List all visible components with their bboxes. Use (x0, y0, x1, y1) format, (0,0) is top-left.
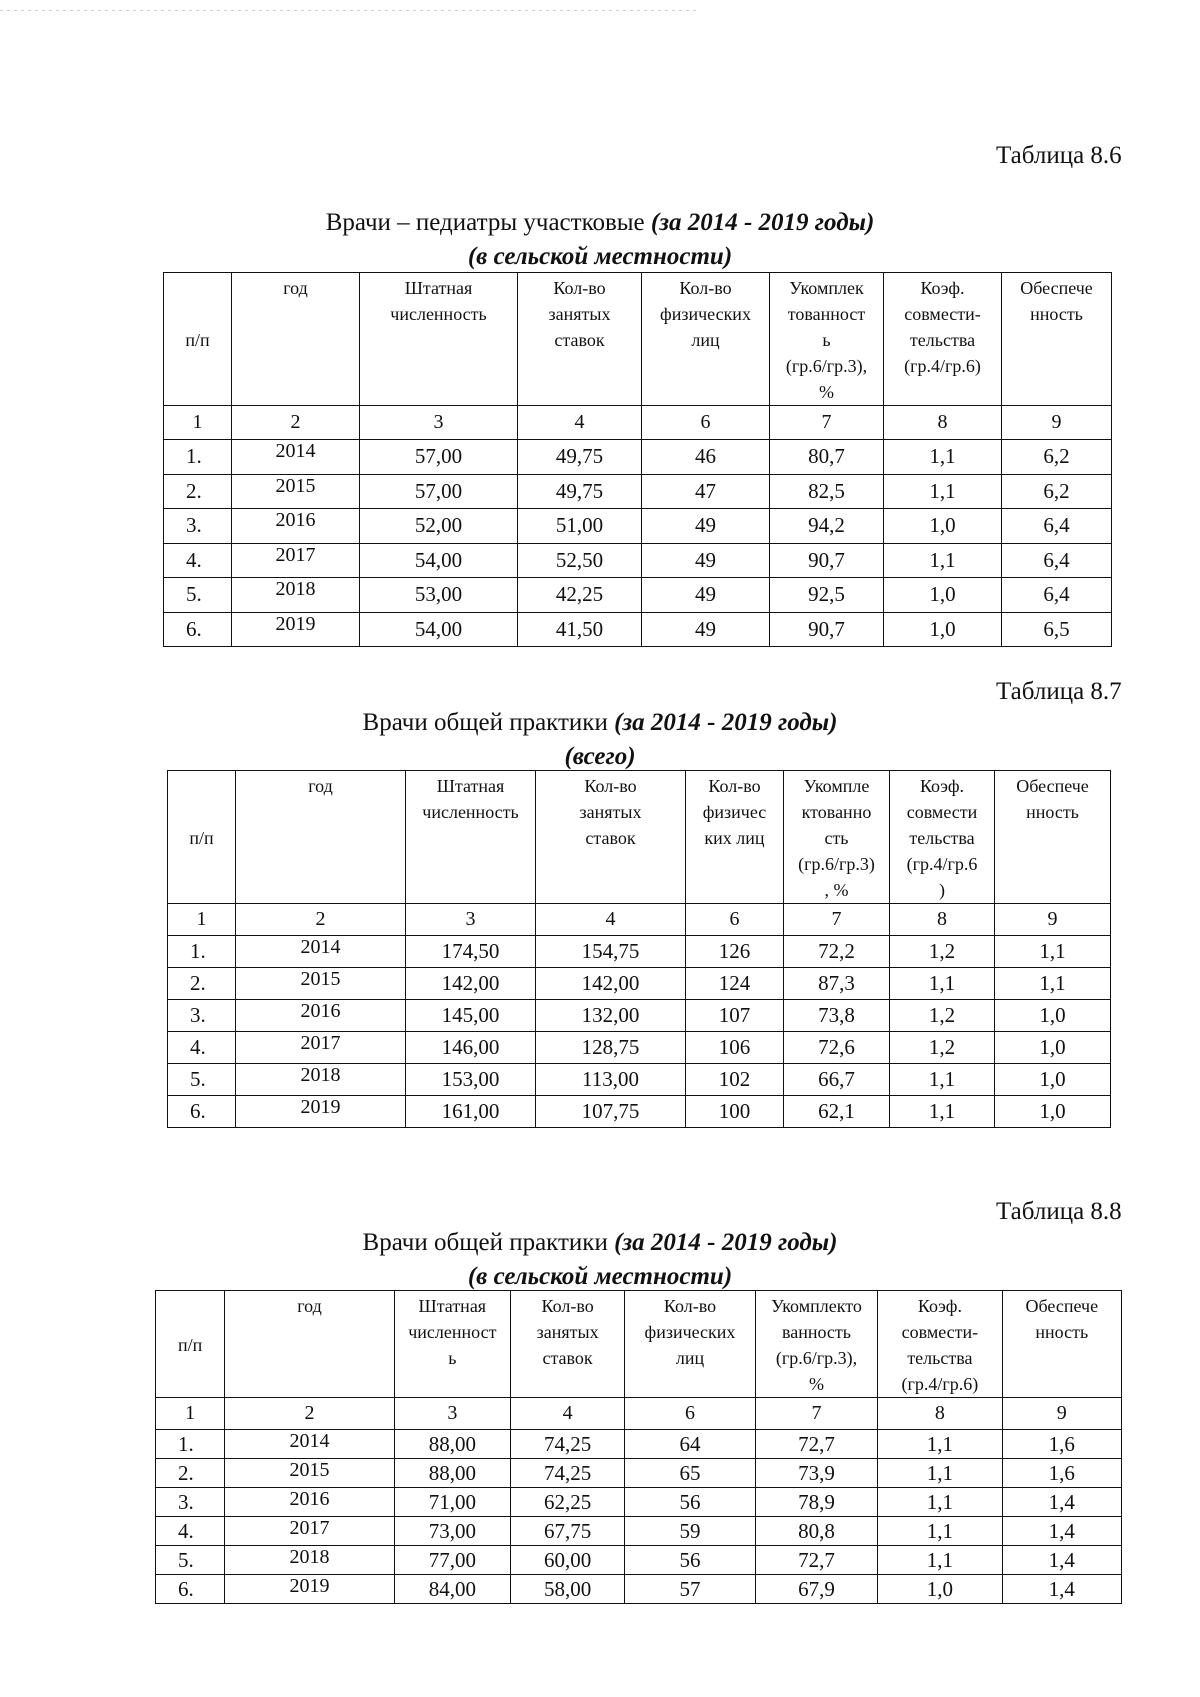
table-cell: 1,0 (995, 1096, 1111, 1128)
column-header: Кол-во физичес ких лиц (686, 771, 784, 904)
table-cell: 6. (164, 612, 232, 647)
table-cell: 72,2 (784, 936, 890, 968)
table-cell: 1,1 (878, 1430, 1002, 1459)
column-header: Укомплек тованност ь (гр.6/гр.3), % (770, 273, 884, 406)
table-cell: 2015 (232, 474, 360, 509)
table-row (164, 578, 1112, 613)
table-cell: 1,0 (878, 1575, 1002, 1604)
table-cell: 73,00 (394, 1517, 510, 1546)
table-cell: 6,4 (1002, 509, 1112, 544)
table-cell: 41,50 (518, 612, 642, 647)
table-cell: 1,0 (884, 612, 1002, 647)
column-number: 1 (156, 1398, 225, 1430)
table-cell: 49,75 (518, 474, 642, 509)
table-cell: 2016 (232, 509, 360, 544)
table-title-text: Врачи общей практики (362, 1229, 608, 1256)
table-cell: 2016 (225, 1488, 394, 1517)
table-cell: 1. (168, 936, 236, 968)
table-8-7-label: Таблица 8.7 (996, 678, 1122, 705)
column-header: Кол-во занятых ставок (510, 1291, 624, 1398)
table-row (168, 1032, 1111, 1064)
table-cell: 6,4 (1002, 543, 1112, 578)
table-cell: 74,25 (510, 1430, 624, 1459)
column-number: 4 (518, 406, 642, 440)
column-number: 2 (232, 406, 360, 440)
table-8-8-label: Таблица 8.8 (996, 1198, 1122, 1225)
column-header: Кол-во занятых ставок (536, 771, 686, 904)
table-cell: 54,00 (360, 612, 518, 647)
table-cell: 1,1 (878, 1546, 1002, 1575)
table-cell: 102 (686, 1064, 784, 1096)
table-title-text: Врачи – педиатры участковые (325, 209, 645, 236)
table-cell: 2018 (236, 1064, 406, 1096)
column-header: Коэф. совмести- тельства (гр.4/гр.6) (884, 273, 1002, 406)
table-cell: 2. (164, 474, 232, 509)
table-cell: 65 (625, 1459, 756, 1488)
table-cell: 94,2 (770, 509, 884, 544)
table-cell: 74,25 (510, 1459, 624, 1488)
table-cell: 3. (168, 1000, 236, 1032)
column-number-row (164, 406, 1112, 440)
table-cell: 56 (625, 1488, 756, 1517)
column-number-row (156, 1398, 1122, 1430)
table-cell: 1,1 (995, 968, 1111, 1000)
table-8-7-title (0, 708, 1200, 738)
table-cell: 66,7 (784, 1064, 890, 1096)
table-cell: 1,0 (995, 1064, 1111, 1096)
table-cell: 153,00 (406, 1064, 536, 1096)
table-cell: 1,1 (878, 1459, 1002, 1488)
table-cell: 174,50 (406, 936, 536, 968)
table-cell: 90,7 (770, 612, 884, 647)
table-cell: 2014 (225, 1430, 394, 1459)
table-cell: 59 (625, 1517, 756, 1546)
scan-top-edge (0, 10, 700, 11)
table-cell: 64 (625, 1430, 756, 1459)
table-row (156, 1488, 1122, 1517)
table-cell: 1,1 (884, 474, 1002, 509)
table-cell: 1,4 (1002, 1488, 1121, 1517)
column-header: Штатная численност ь (394, 1291, 510, 1398)
table-cell: 6,2 (1002, 440, 1112, 475)
header-row (168, 771, 1111, 904)
table-cell: 3. (156, 1488, 225, 1517)
table-cell: 5. (168, 1064, 236, 1096)
table-cell: 1. (164, 440, 232, 475)
table-cell: 2. (168, 968, 236, 1000)
column-number: 3 (406, 904, 536, 936)
table-cell: 2015 (236, 968, 406, 1000)
table-cell: 106 (686, 1032, 784, 1064)
table-cell: 128,75 (536, 1032, 686, 1064)
table-cell: 1,0 (884, 578, 1002, 613)
table-cell: 2018 (232, 578, 360, 613)
table-cell: 57 (625, 1575, 756, 1604)
column-header: Коэф. совмести- тельства (гр.4/гр.6) (878, 1291, 1002, 1398)
table-cell: 2017 (225, 1517, 394, 1546)
table-row (156, 1430, 1122, 1459)
table-row (168, 1000, 1111, 1032)
table-cell: 1,1 (890, 1064, 995, 1096)
column-header: Укомплекто ванность (гр.6/гр.3), % (755, 1291, 877, 1398)
table-cell: 1,1 (884, 440, 1002, 475)
table-cell: 2015 (225, 1459, 394, 1488)
table-row (156, 1517, 1122, 1546)
table-row (156, 1575, 1122, 1604)
column-header: Штатная численность (360, 273, 518, 406)
table-cell: 49 (642, 612, 770, 647)
table-cell: 2019 (236, 1096, 406, 1128)
table-cell: 49 (642, 543, 770, 578)
column-number: 2 (225, 1398, 394, 1430)
table-cell: 5. (164, 578, 232, 613)
table-cell: 62,1 (784, 1096, 890, 1128)
table-row (164, 612, 1112, 647)
table-cell: 2016 (236, 1000, 406, 1032)
table-cell: 72,7 (755, 1430, 877, 1459)
table-cell: 54,00 (360, 543, 518, 578)
table-cell: 2017 (236, 1032, 406, 1064)
column-number: 8 (890, 904, 995, 936)
table-8-7-subtitle: (всего) (564, 743, 636, 770)
table-title-period: (за 2014 - 2019 годы) (650, 209, 875, 236)
header-row (156, 1291, 1122, 1398)
column-number: 7 (755, 1398, 877, 1430)
table-cell: 2019 (225, 1575, 394, 1604)
column-header: год (232, 273, 360, 406)
table-cell: 51,00 (518, 509, 642, 544)
table-cell: 1. (156, 1430, 225, 1459)
column-header: Кол-во физических лиц (642, 273, 770, 406)
table-cell: 142,00 (406, 968, 536, 1000)
table-cell: 52,50 (518, 543, 642, 578)
column-header: Укомпле ктованно сть (гр.6/гр.3) , % (784, 771, 890, 904)
column-header: п/п (156, 1291, 225, 1398)
table-row (168, 936, 1111, 968)
table-cell: 161,00 (406, 1096, 536, 1128)
table-cell: 1,0 (995, 1000, 1111, 1032)
table-cell: 145,00 (406, 1000, 536, 1032)
table-cell: 1,1 (890, 1096, 995, 1128)
column-header: п/п (168, 771, 236, 904)
table-cell: 1,2 (890, 1000, 995, 1032)
table-row (156, 1459, 1122, 1488)
table-cell: 71,00 (394, 1488, 510, 1517)
column-number: 6 (642, 406, 770, 440)
table-cell: 124 (686, 968, 784, 1000)
table-cell: 1,4 (1002, 1517, 1121, 1546)
table-cell: 80,8 (755, 1517, 877, 1546)
table-cell: 84,00 (394, 1575, 510, 1604)
table-cell: 6,2 (1002, 474, 1112, 509)
table-row (168, 968, 1111, 1000)
table-cell: 4. (168, 1032, 236, 1064)
column-number: 9 (1002, 406, 1112, 440)
table-cell: 1,6 (1002, 1459, 1121, 1488)
table-cell: 49,75 (518, 440, 642, 475)
table-cell: 2014 (236, 936, 406, 968)
column-number: 1 (168, 904, 236, 936)
table-cell: 142,00 (536, 968, 686, 1000)
table-cell: 6,4 (1002, 578, 1112, 613)
table-cell: 57,00 (360, 440, 518, 475)
table-row (164, 509, 1112, 544)
table-cell: 107,75 (536, 1096, 686, 1128)
table-cell: 146,00 (406, 1032, 536, 1064)
table-8-8-title (0, 1228, 1200, 1258)
column-header: Штатная численность (406, 771, 536, 904)
table-cell: 126 (686, 936, 784, 968)
column-header: Обеспече нность (1002, 1291, 1121, 1398)
table-cell: 2014 (232, 440, 360, 475)
table-cell: 1,1 (884, 543, 1002, 578)
table-cell: 1,0 (995, 1032, 1111, 1064)
table-cell: 67,75 (510, 1517, 624, 1546)
table-cell: 107 (686, 1000, 784, 1032)
table-cell: 1,1 (890, 968, 995, 1000)
column-number: 9 (1002, 1398, 1121, 1430)
column-number: 6 (625, 1398, 756, 1430)
table-cell: 77,00 (394, 1546, 510, 1575)
table-cell: 2. (156, 1459, 225, 1488)
table-cell: 3. (164, 509, 232, 544)
column-number: 7 (784, 904, 890, 936)
table-cell: 67,9 (755, 1575, 877, 1604)
column-header: п/п (164, 273, 232, 406)
table-cell: 49 (642, 578, 770, 613)
table-8-7 (167, 770, 1111, 1128)
table-title-period: (за 2014 - 2019 годы) (614, 709, 838, 736)
table-cell: 87,3 (784, 968, 890, 1000)
column-number-row (168, 904, 1111, 936)
column-number: 9 (995, 904, 1111, 936)
table-row (156, 1546, 1122, 1575)
table-cell: 46 (642, 440, 770, 475)
table-cell: 6. (156, 1575, 225, 1604)
table-cell: 42,25 (518, 578, 642, 613)
table-cell: 92,5 (770, 578, 884, 613)
table-cell: 132,00 (536, 1000, 686, 1032)
table-cell: 2019 (232, 612, 360, 647)
table-cell: 82,5 (770, 474, 884, 509)
table-8-6 (163, 272, 1112, 647)
table-cell: 88,00 (394, 1459, 510, 1488)
table-cell: 1,2 (890, 1032, 995, 1064)
table-cell: 73,9 (755, 1459, 877, 1488)
table-title-text: Врачи общей практики (362, 709, 608, 736)
table-cell: 56 (625, 1546, 756, 1575)
table-cell: 113,00 (536, 1064, 686, 1096)
table-cell: 2017 (232, 543, 360, 578)
table-row (164, 474, 1112, 509)
table-cell: 57,00 (360, 474, 518, 509)
table-8-6-label: Таблица 8.6 (996, 142, 1122, 169)
table-cell: 1,0 (884, 509, 1002, 544)
table-cell: 1,4 (1002, 1546, 1121, 1575)
table-cell: 47 (642, 474, 770, 509)
table-cell: 4. (156, 1517, 225, 1546)
table-cell: 73,8 (784, 1000, 890, 1032)
table-cell: 1,6 (1002, 1430, 1121, 1459)
table-cell: 53,00 (360, 578, 518, 613)
column-number: 2 (236, 904, 406, 936)
table-cell: 49 (642, 509, 770, 544)
table-8-8 (155, 1290, 1122, 1604)
table-cell: 80,7 (770, 440, 884, 475)
table-cell: 72,7 (755, 1546, 877, 1575)
table-cell: 62,25 (510, 1488, 624, 1517)
table-8-6-subtitle: (в сельской местности) (467, 243, 733, 270)
column-number: 8 (878, 1398, 1002, 1430)
table-cell: 1,1 (878, 1488, 1002, 1517)
column-number: 3 (394, 1398, 510, 1430)
table-cell: 72,6 (784, 1032, 890, 1064)
table-row (168, 1064, 1111, 1096)
table-cell: 5. (156, 1546, 225, 1575)
column-number: 3 (360, 406, 518, 440)
table-8-8-subtitle: (в сельской местности) (467, 1263, 733, 1290)
column-number: 6 (686, 904, 784, 936)
column-header: Кол-во физических лиц (625, 1291, 756, 1398)
header-row (164, 273, 1112, 406)
table-cell: 52,00 (360, 509, 518, 544)
table-row (164, 440, 1112, 475)
table-cell: 1,1 (995, 936, 1111, 968)
table-cell: 4. (164, 543, 232, 578)
column-header: год (236, 771, 406, 904)
table-cell: 1,4 (1002, 1575, 1121, 1604)
column-header: Кол-во занятых ставок (518, 273, 642, 406)
column-number: 8 (884, 406, 1002, 440)
column-header: Обеспече нность (1002, 273, 1112, 406)
column-number: 4 (536, 904, 686, 936)
table-title-period: (за 2014 - 2019 годы) (614, 1229, 838, 1256)
table-cell: 6. (168, 1096, 236, 1128)
column-number: 7 (770, 406, 884, 440)
table-cell: 78,9 (755, 1488, 877, 1517)
column-number: 4 (510, 1398, 624, 1430)
table-row (168, 1096, 1111, 1128)
table-cell: 58,00 (510, 1575, 624, 1604)
table-cell: 2018 (225, 1546, 394, 1575)
column-header: Обеспече нность (995, 771, 1111, 904)
table-cell: 90,7 (770, 543, 884, 578)
table-cell: 6,5 (1002, 612, 1112, 647)
table-cell: 154,75 (536, 936, 686, 968)
table-cell: 1,1 (878, 1517, 1002, 1546)
table-cell: 88,00 (394, 1430, 510, 1459)
column-number: 1 (164, 406, 232, 440)
table-row (164, 543, 1112, 578)
table-cell: 60,00 (510, 1546, 624, 1575)
column-header: Коэф. совмести тельства (гр.4/гр.6 ) (890, 771, 995, 904)
table-8-6-title (0, 208, 1200, 238)
column-header: год (225, 1291, 394, 1398)
table-cell: 100 (686, 1096, 784, 1128)
table-cell: 1,2 (890, 936, 995, 968)
